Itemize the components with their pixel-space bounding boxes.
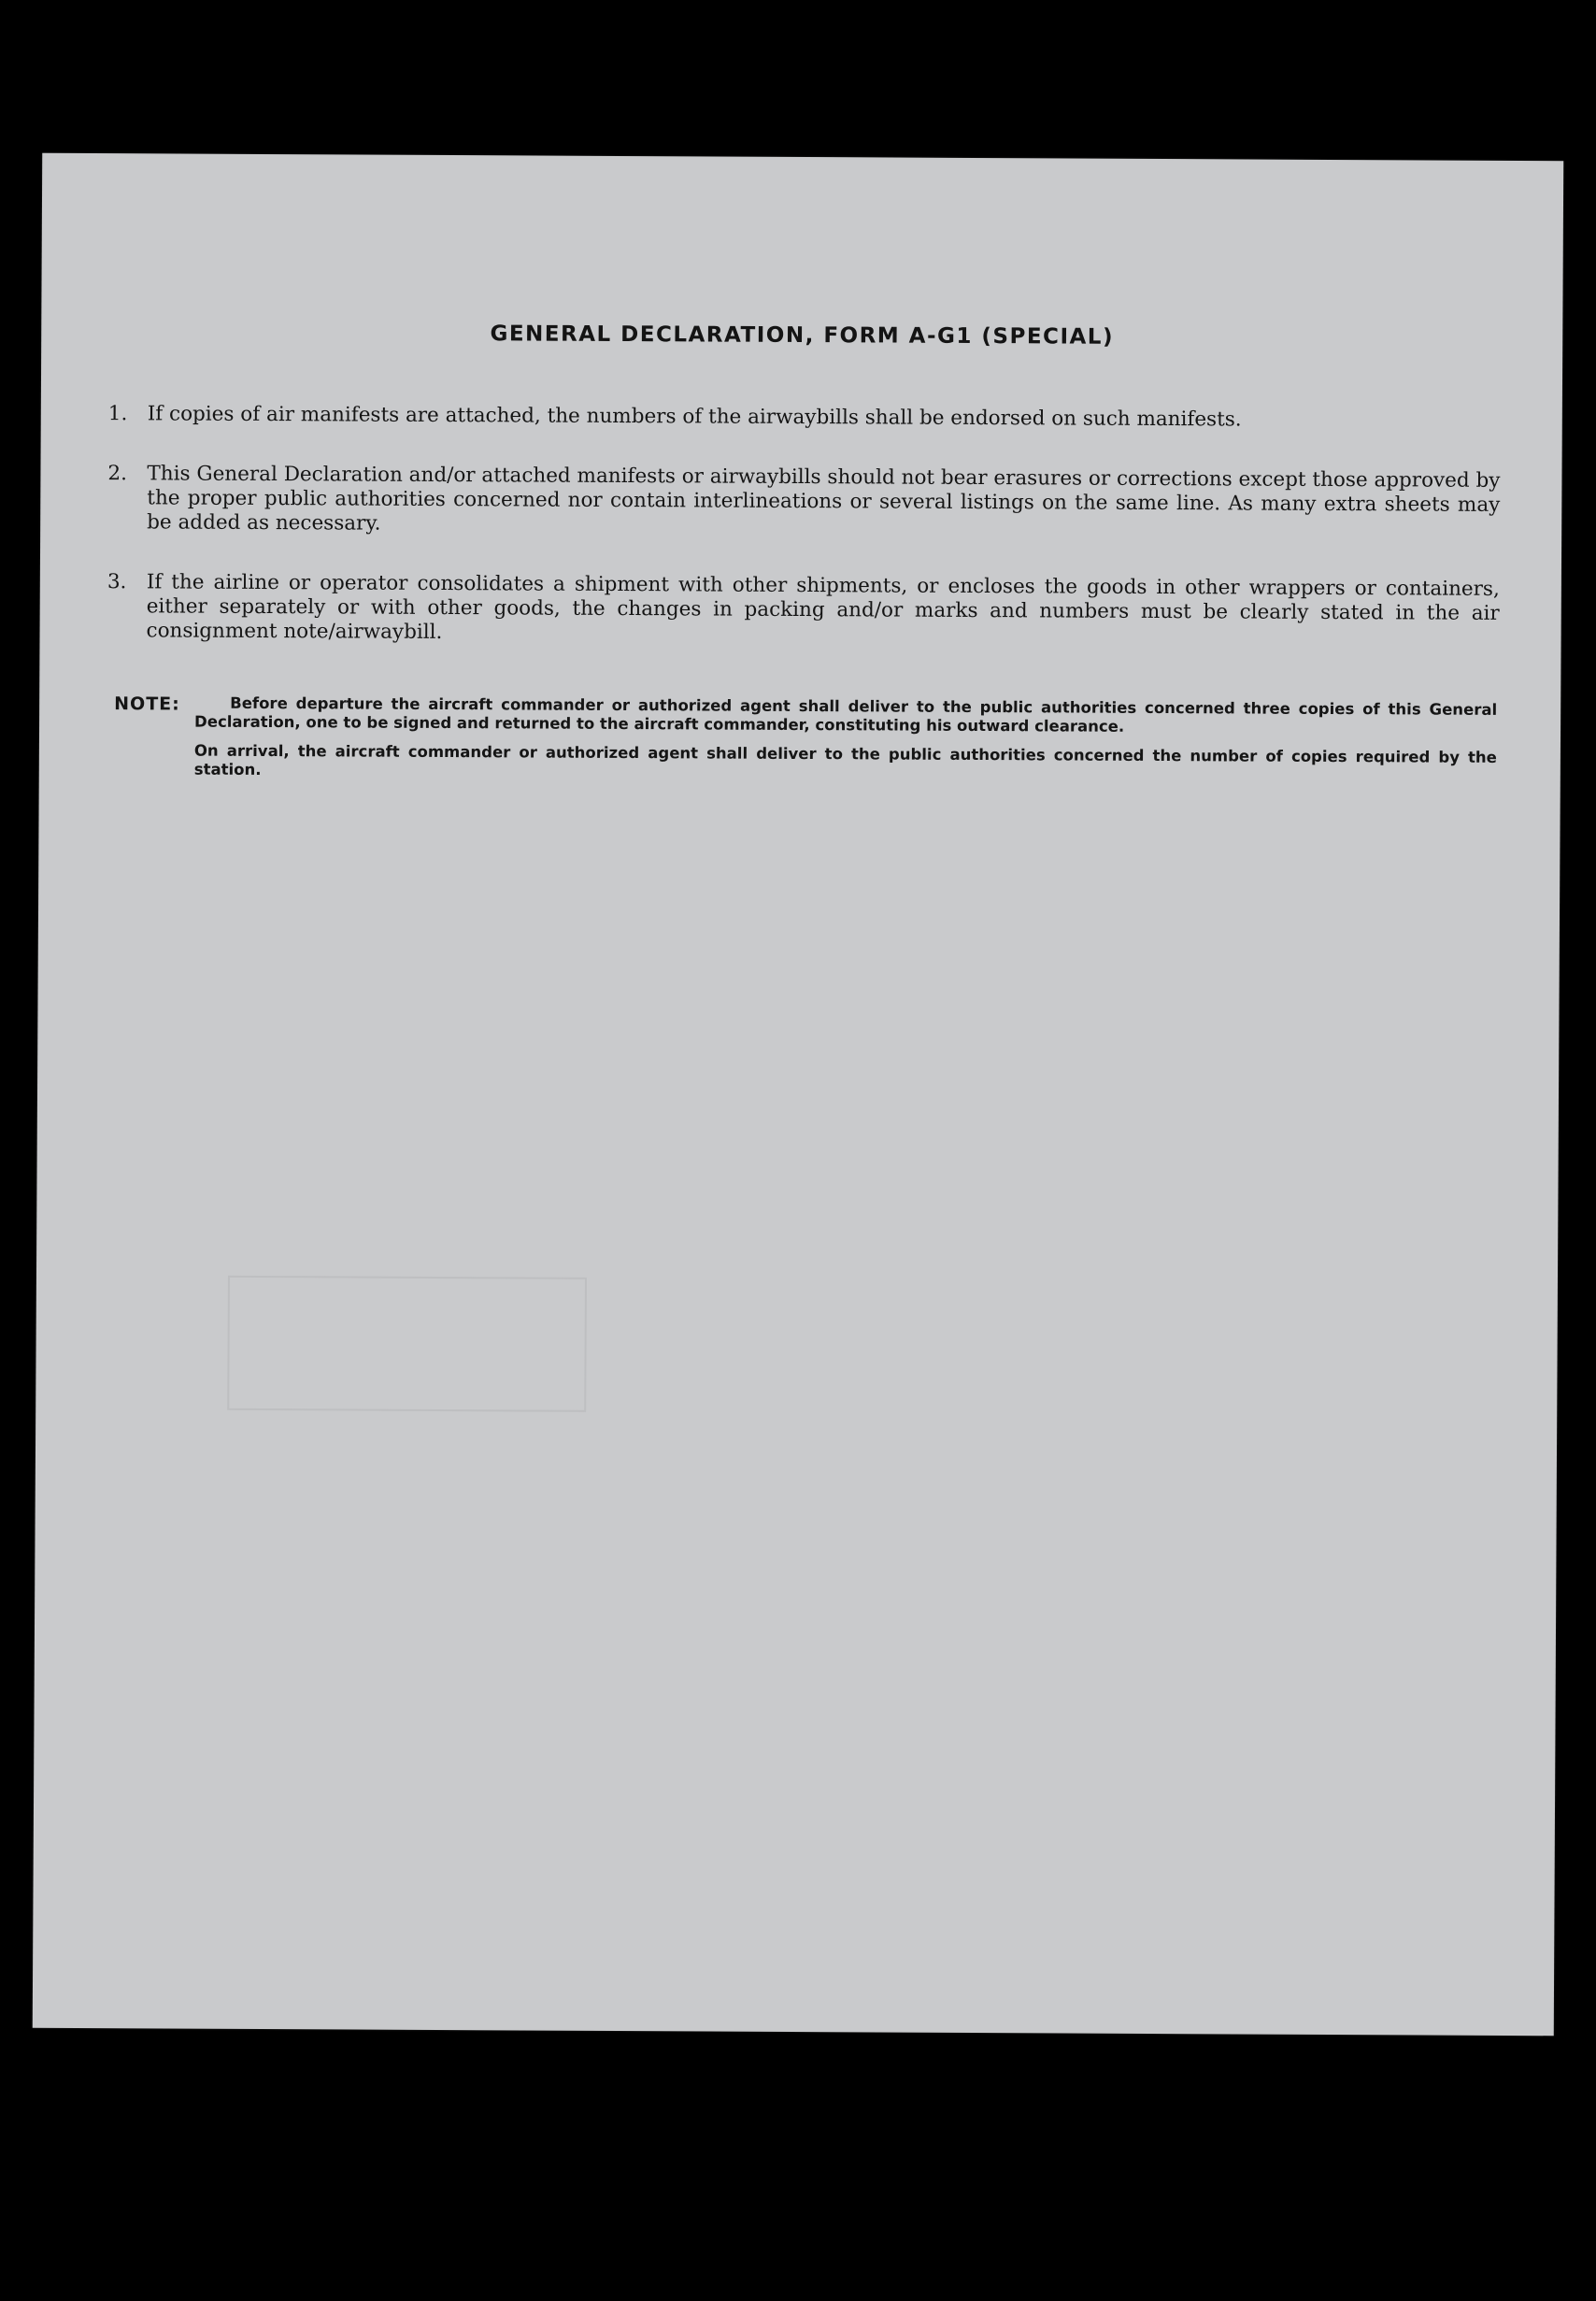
item-number: 1. (107, 402, 128, 426)
faint-stamp-bleedthrough (227, 1201, 583, 1408)
form-title: GENERAL DECLARATION, FORM A-G1 (SPECIAL) (490, 322, 1115, 350)
item-number: 3. (107, 570, 127, 594)
instruction-item-2 (107, 462, 1500, 542)
item-text: This General Declaration and/or attached manifests or airwaybills should not bear erasures or corrections except those approved by the proper public authorities concerned nor contain interlineations or several listings on the same line. As many extra sheets may be added as necessary. (147, 462, 1501, 536)
item-number: 2. (107, 462, 128, 486)
form-sheet (33, 153, 1563, 2036)
stamp-border (227, 1276, 587, 1412)
note-section (114, 693, 1497, 786)
item-text: If copies of air manifests are attached, the numbers of the airwaybills shall be endorsed on such manifests. (147, 402, 1242, 432)
note-paragraph-departure: Before departure the aircraft commander or authorized agent shall deliver to the public authorities concerned three copies of this General Declaration, one to be signed and returned to the aircraft commander, constituting his outward clearance. (194, 693, 1498, 736)
instruction-item-1 (108, 402, 1501, 434)
item-text: If the airline or operator consolidates a shipment with other shipments, or encloses the goods in other wrappers or containers, either separately or with other goods, the changes in packing and/or marks and numbers must be clearly stated in the air consignment note/airwaybill. (146, 570, 1500, 644)
note-label: NOTE: (114, 693, 180, 715)
instruction-item-3 (107, 570, 1500, 650)
note-paragraph-arrival: On arrival, the aircraft commander or authorized agent shall deliver to the public authorities concerned the number of copies required by the station. (193, 741, 1497, 779)
